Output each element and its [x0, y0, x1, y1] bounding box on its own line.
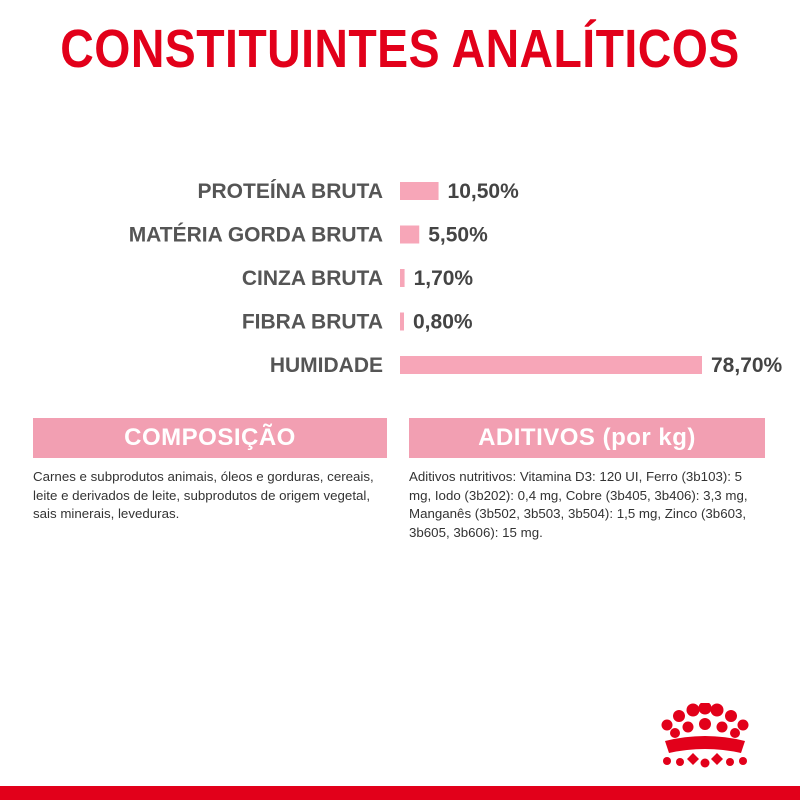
additives-text: Aditivos nutritivos: Vitamina D3: 120 UI, Ferro (3b103): 5 mg, Iodo (3b202): 0,4 mg, Cobre (3b405, 3b406): 3,3 mg, Manganês (3b502, 3b503, 3b504): 1,5 mg, Zinco (3b603, 3b605, 3b606): 15 mg. — [409, 469, 748, 540]
bar — [399, 225, 420, 245]
category-label: HUMIDADE — [269, 354, 383, 377]
composition-text: Carnes e subprodutos animais, óleos e gorduras, cereais, leite e derivados de leite, subprodutos de origem vegetal, sais minerais, leveduras. — [33, 469, 374, 521]
value-label: 0,80% — [413, 310, 473, 334]
additives-heading: ADITIVOS (por kg) — [478, 424, 696, 451]
bar — [399, 312, 405, 332]
category-label: FIBRA BRUTA — [241, 310, 383, 334]
footer-bar — [0, 786, 800, 800]
composition-heading: COMPOSIÇÃO — [124, 424, 296, 451]
value-label: 10,50% — [447, 180, 519, 203]
crown-icon — [655, 703, 755, 769]
value-label: 1,70% — [413, 267, 474, 290]
nutrient-bar-chart — [0, 165, 800, 395]
category-label: PROTEÍNA BRUTA — [197, 180, 383, 203]
additives-header — [409, 418, 765, 458]
category-label: MATÉRIA GORDA BRUTA — [128, 223, 383, 247]
bar — [399, 355, 703, 375]
composition-header — [33, 418, 387, 458]
category-label: CINZA BRUTA — [241, 267, 383, 290]
page-title: CONSTITUINTES ANALÍTICOS — [60, 19, 740, 79]
bar — [399, 181, 440, 201]
bar — [399, 268, 406, 288]
value-label: 78,70% — [711, 354, 783, 377]
value-label: 5,50% — [428, 223, 488, 247]
